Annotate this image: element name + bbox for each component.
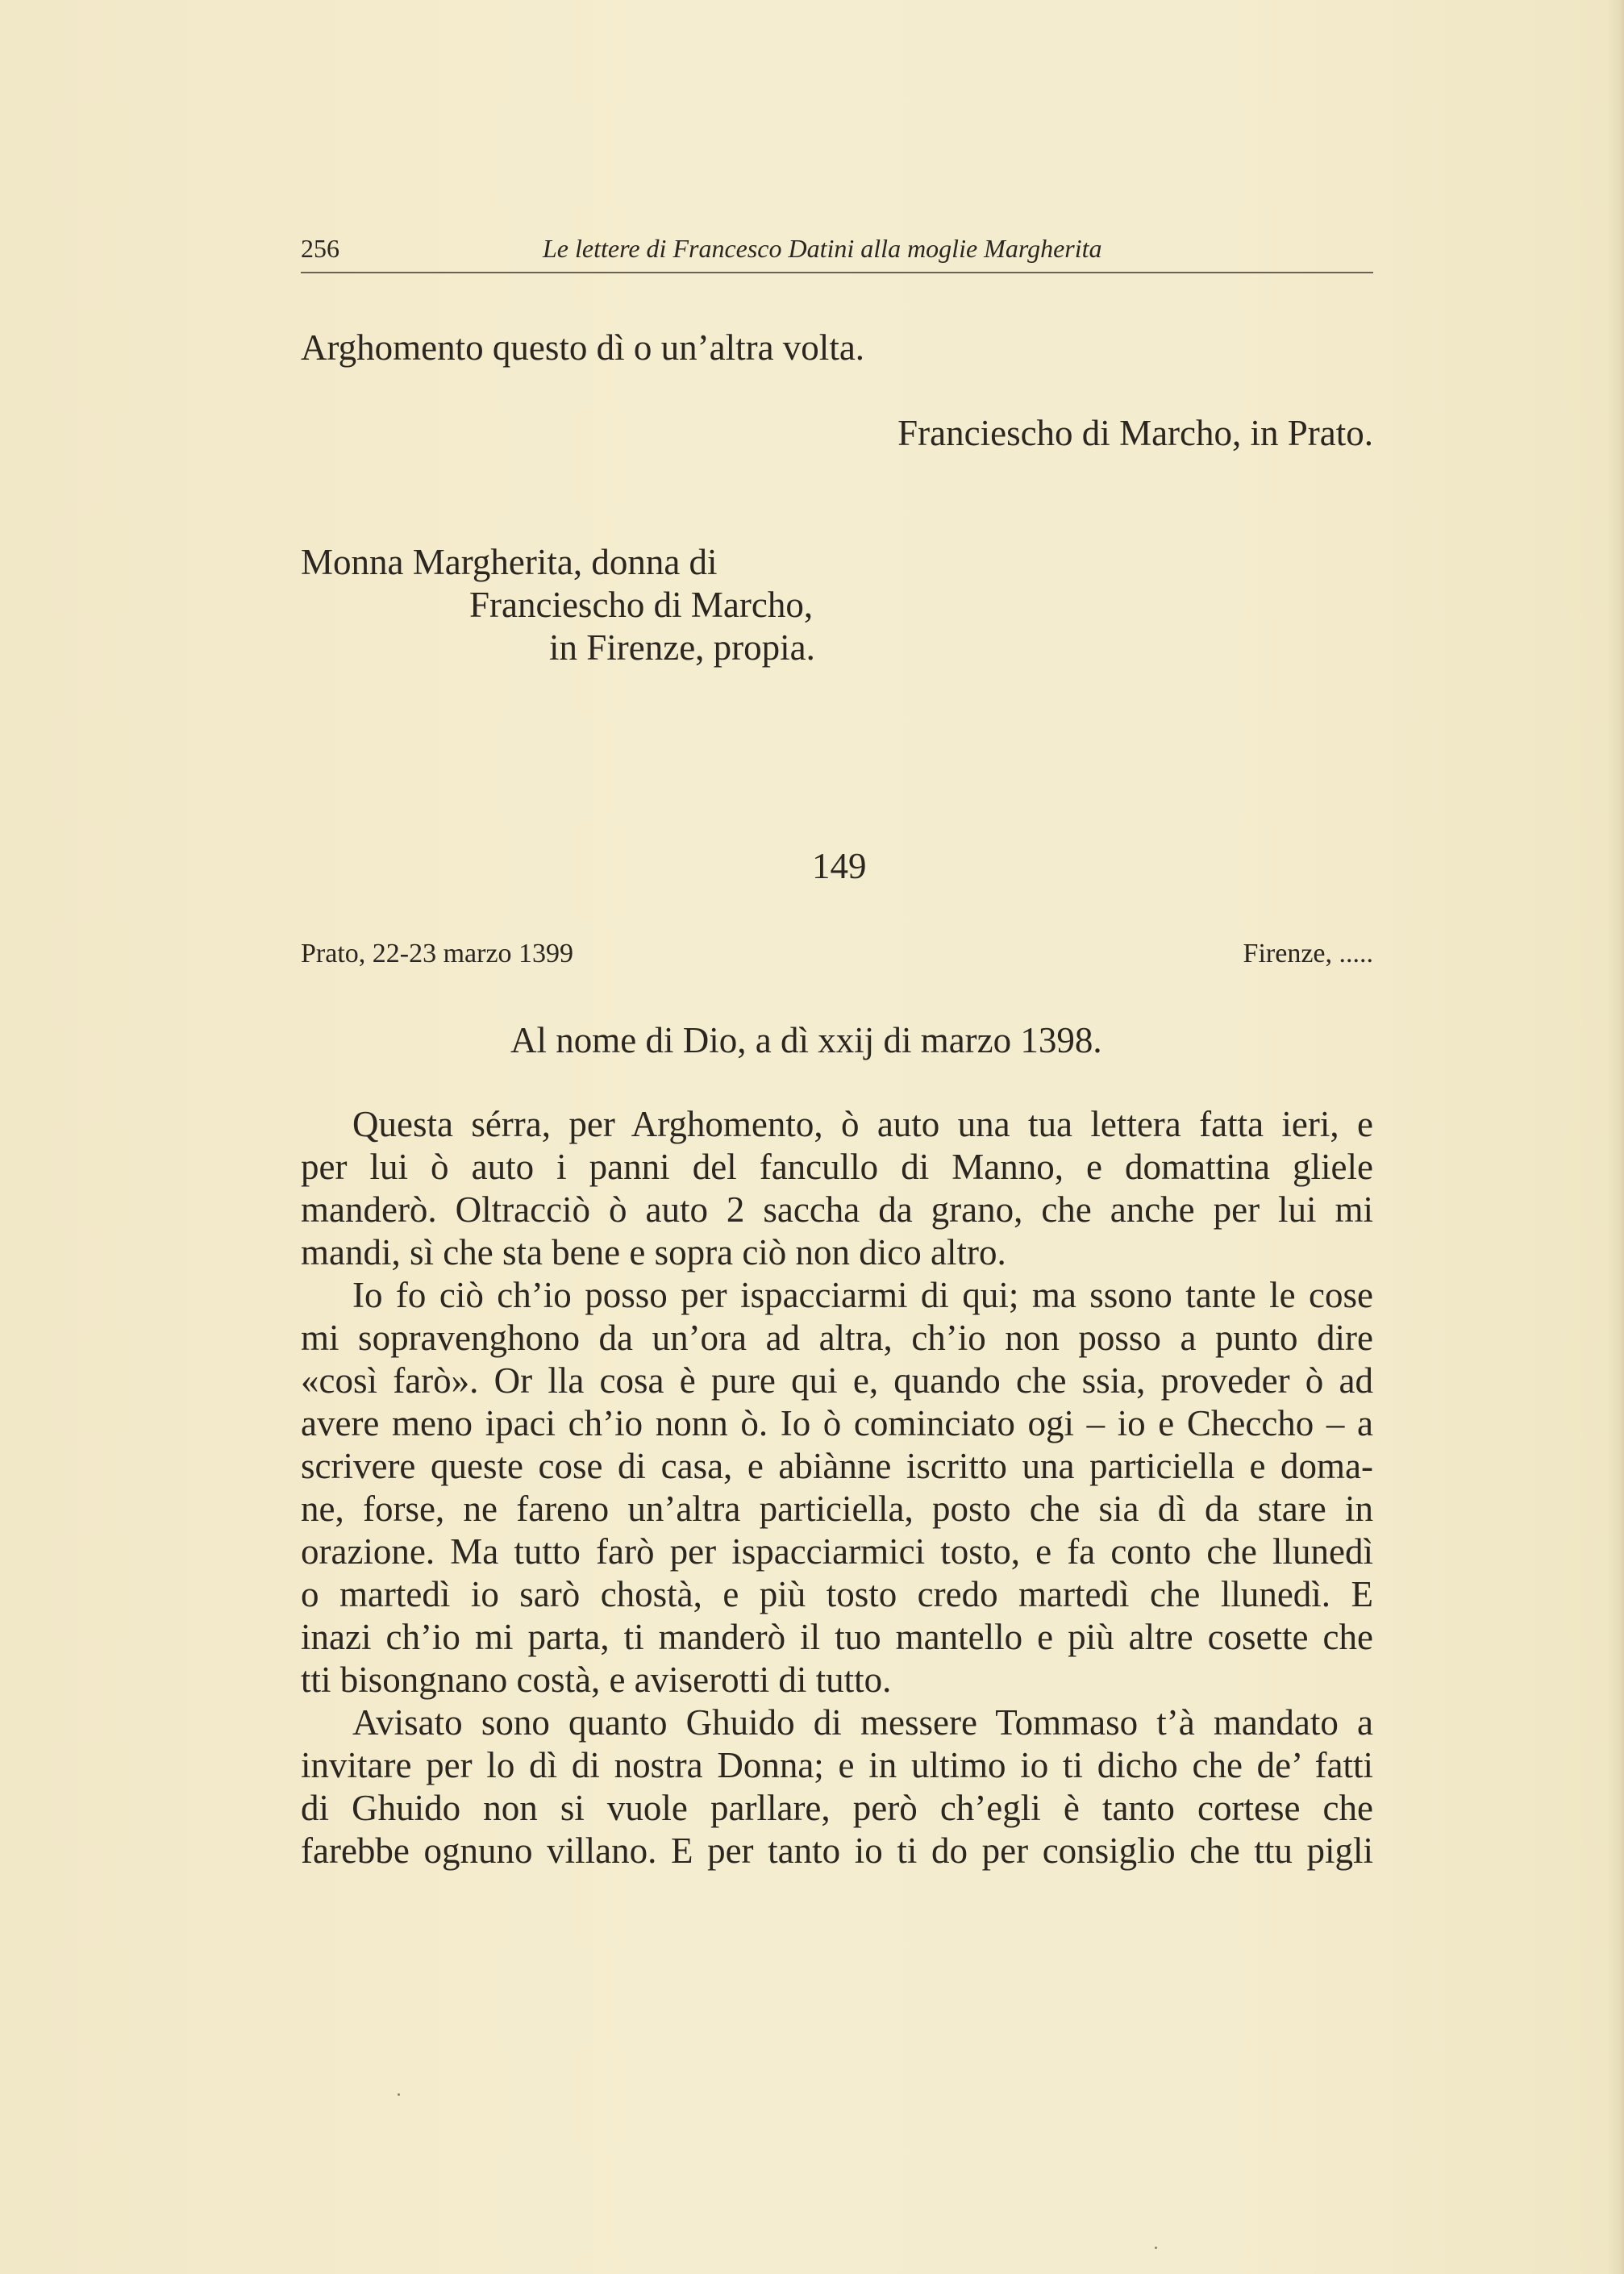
body-line: mandi, sì che sta bene e sopra ciò non dico altro. <box>301 1232 1006 1272</box>
paper-speck <box>1155 2247 1157 2249</box>
paper-speck <box>398 2093 400 2096</box>
body-line: o martedì io sarò chostà, e più tosto credo martedì che llunedì. E <box>301 1574 1373 1614</box>
body-line: «così farò». Or lla cosa è pure qui e, quando che ssia, proveder ò ad <box>301 1360 1373 1401</box>
body-line: per lui ò auto i panni del fancullo di Manno, e domattina gliele <box>301 1147 1373 1187</box>
address-line-2: Franciescho di Marcho, <box>469 585 814 625</box>
address-line-1: Monna Margherita, donna di <box>301 542 718 582</box>
signature: Franciescho di Marcho, in Prato. <box>897 413 1373 453</box>
letter-destination: Firenze, ..... <box>1243 939 1373 968</box>
letter-origin: Prato, 22-23 marzo 1399 <box>301 939 574 968</box>
body-line: Io fo ciò ch’io posso per ispacciarmi di qui; ma ssono tante le cose <box>352 1275 1373 1315</box>
body-line: invitare per lo dì di nostra Donna; e in ultimo io ti dicho che de’ fatti <box>301 1745 1373 1785</box>
header-rule <box>301 272 1373 273</box>
body-line: avere meno ipaci ch’io nonn ò. Io ò cominciato ogi – io e Checcho – a <box>301 1403 1373 1443</box>
running-title: Le lettere di Francesco Datini alla moglie Margherita <box>543 234 1102 263</box>
running-head <box>301 231 1373 268</box>
closing-line: Arghomento questo dì o un’altra volta. <box>301 327 865 368</box>
page-edge-shadow <box>1606 0 1624 2274</box>
body-line: Avisato sono quanto Ghuido di messere Tommaso t’à mandato a <box>352 1702 1373 1743</box>
letter-number: 149 <box>812 846 867 886</box>
body-line: Questa sérra, per Arghomento, ò auto una tua lettera fatta ieri, e <box>352 1104 1373 1144</box>
body-line: inazi ch’io mi parta, ti manderò il tuo mantello e più altre cosette che <box>301 1617 1373 1657</box>
body-line: ne, forse, ne fareno un’altra particiella, posto che sia dì da stare in <box>301 1489 1373 1529</box>
body-line: mi sopravenghono da un’ora ad altra, ch’io non posso a punto dire <box>301 1318 1373 1358</box>
body-line: manderò. Oltracciò ò auto 2 saccha da grano, che anche per lui mi <box>301 1189 1373 1230</box>
letter-opening: Al nome di Dio, a dì xxij di marzo 1398. <box>510 1020 1102 1060</box>
body-line: di Ghuido non si vuole parllare, però ch’egli è tanto cortese che <box>301 1788 1373 1828</box>
address-line-3: in Firenze, propia. <box>549 627 815 668</box>
page-number: 256 <box>301 234 339 263</box>
body-line: orazione. Ma tutto farò per ispacciarmici tosto, e fa conto che llunedì <box>301 1531 1373 1572</box>
body-line: scrivere queste cose di casa, e abiànne iscritto una particiella e doma- <box>301 1446 1373 1486</box>
body-line: tti bisongnano costà, e aviserotti di tutto. <box>301 1660 892 1700</box>
body-line: farebbe ognuno villano. E per tanto io ti do per consiglio che ttu pigli <box>301 1830 1373 1871</box>
